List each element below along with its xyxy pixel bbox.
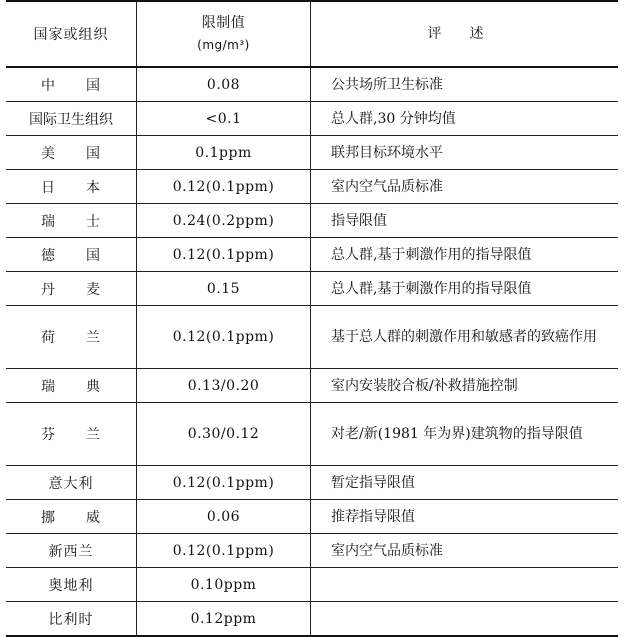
table-row: [6, 102, 618, 136]
header-row: [6, 1, 618, 67]
table-row: [6, 170, 618, 204]
limit-cell: 0.13/0.20: [137, 369, 311, 403]
country-cell: 美 国: [6, 136, 137, 170]
table-row: [6, 369, 618, 403]
comment-cell: 总人群,基于刺激作用的指导限值: [311, 238, 619, 272]
country-cell: 意大利: [6, 466, 137, 500]
comment-cell: 室内空气品质标准: [311, 170, 619, 204]
country-cell: 比利时: [6, 602, 137, 637]
header-comment-text: 评 述: [427, 26, 484, 42]
country-cell: 瑞 士: [6, 204, 137, 238]
header-country: [6, 1, 137, 67]
limit-cell: 0.12(0.1ppm): [137, 170, 311, 204]
comment-cell: 联邦目标环境水平: [311, 136, 619, 170]
limit-cell: 0.1ppm: [137, 136, 311, 170]
country-cell: 芬 兰: [6, 403, 137, 466]
header-limit-text: 限制值: [201, 15, 246, 31]
comment-cell: 室内安装胶合板/补救措施控制: [311, 369, 619, 403]
limit-cell: <0.1: [137, 102, 311, 136]
limit-cell: 0.12(0.1ppm): [137, 238, 311, 272]
comment-cell: [311, 602, 619, 637]
table-row: [6, 568, 618, 602]
country-cell: 中 国: [6, 67, 137, 102]
table-row: [6, 602, 618, 637]
comment-cell: 总人群,30 分钟均值: [311, 102, 619, 136]
comment-cell: 室内空气品质标准: [311, 534, 619, 568]
country-cell: 挪 威: [6, 500, 137, 534]
limit-cell: 0.12(0.1ppm): [137, 306, 311, 369]
comment-cell: 指导限值: [311, 204, 619, 238]
comment-cell: 推荐指导限值: [311, 500, 619, 534]
table-row: [6, 272, 618, 306]
limit-cell: 0.15: [137, 272, 311, 306]
country-cell: 丹 麦: [6, 272, 137, 306]
table-row: [6, 136, 618, 170]
comment-cell: 基于总人群的刺激作用和敏感者的致癌作用: [311, 306, 619, 369]
header-limit: [137, 1, 311, 67]
header-limit-unit: (mg/m³): [197, 38, 250, 52]
table-row: [6, 403, 618, 466]
table-row: [6, 204, 618, 238]
limit-cell: 0.06: [137, 500, 311, 534]
header-comment: [311, 1, 619, 67]
limit-cell: 0.08: [137, 67, 311, 102]
table-row: [6, 534, 618, 568]
limit-cell: 0.24(0.2ppm): [137, 204, 311, 238]
country-cell: 瑞 典: [6, 369, 137, 403]
limit-cell: 0.10ppm: [137, 568, 311, 602]
country-cell: 德 国: [6, 238, 137, 272]
country-cell: 新西兰: [6, 534, 137, 568]
comment-cell: 暂定指导限值: [311, 466, 619, 500]
limit-cell: 0.12(0.1ppm): [137, 466, 311, 500]
limit-cell: 0.30/0.12: [137, 403, 311, 466]
table-row: [6, 466, 618, 500]
country-cell: 奥地利: [6, 568, 137, 602]
comment-cell: [311, 568, 619, 602]
comment-cell: 对老/新(1981 年为界)建筑物的指导限值: [311, 403, 619, 466]
limit-cell: 0.12(0.1ppm): [137, 534, 311, 568]
table-row: [6, 67, 618, 102]
country-cell: 国际卫生组织: [6, 102, 137, 136]
table-row: [6, 306, 618, 369]
limit-cell: 0.12ppm: [137, 602, 311, 637]
comment-cell: 公共场所卫生标准: [331, 76, 443, 93]
country-cell: 荷 兰: [6, 306, 137, 369]
comment-cell: 总人群,基于刺激作用的指导限值: [311, 272, 619, 306]
country-cell: 日 本: [6, 170, 137, 204]
table-row: [6, 238, 618, 272]
header-country-text: 国家或组织: [33, 27, 109, 43]
formaldehyde-limits-table: [6, 0, 618, 637]
table-row: [6, 500, 618, 534]
